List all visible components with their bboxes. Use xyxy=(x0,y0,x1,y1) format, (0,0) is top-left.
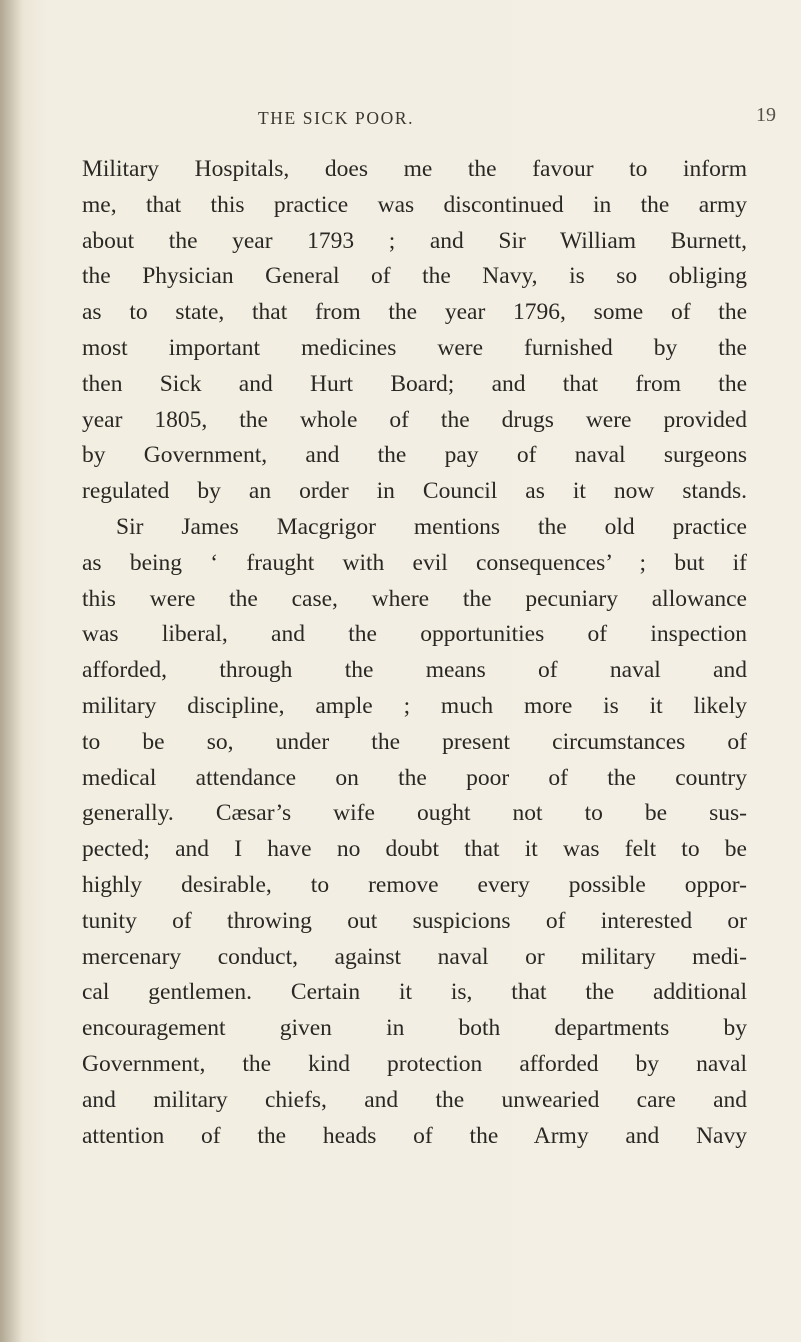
text-line: tunity of throwing out suspicions of interested or xyxy=(82,907,747,934)
text-line: and military chiefs, and the unwearied care and xyxy=(82,1086,747,1113)
text-line: military discipline, ample ; much more is it likely xyxy=(82,692,747,719)
text-line: generally. Cæsar’s wife ought not to be sus- xyxy=(82,800,747,827)
text-line: cal gentlemen. Certain it is, that the additional xyxy=(82,979,747,1006)
text-line: medical attendance on the poor of the country xyxy=(82,764,747,791)
text-line: me, that this practice was discontinued in the army xyxy=(82,191,747,218)
text-line: Military Hospitals, does me the favour to inform xyxy=(82,156,747,182)
text-line: attention of the heads of the Army and Navy xyxy=(82,1122,747,1149)
text-line: as to state, that from the year 1796, some of the xyxy=(82,299,747,326)
text-line: this were the case, where the pecuniary allowance xyxy=(82,585,747,612)
text-line: as being ‘ fraught with evil consequences’ ; but if xyxy=(82,549,747,576)
text-line: pected; and I have no doubt that it was felt to be xyxy=(82,836,747,863)
text-line: afforded, through the means of naval and xyxy=(82,657,747,684)
text-line: Sir James Macgrigor mentions the old practice xyxy=(116,513,747,540)
text-line: Government, the kind protection afforded by naval xyxy=(82,1050,747,1077)
text-line: year 1805, the whole of the drugs were provided xyxy=(82,406,747,433)
gutter-shadow xyxy=(0,0,22,1342)
text-line: about the year 1793 ; and Sir William Burnett, xyxy=(82,227,747,254)
text-line: then Sick and Hurt Board; and that from the xyxy=(82,370,747,397)
text-line: to be so, under the present circumstances of xyxy=(82,728,747,755)
text-line: regulated by an order in Council as it now stands. xyxy=(82,478,747,505)
text-line: by Government, and the pay of naval surgeons xyxy=(82,442,747,469)
text-line: the Physician General of the Navy, is so obliging xyxy=(82,263,747,290)
body-text xyxy=(82,152,747,1154)
running-title: THE SICK POOR. xyxy=(258,108,415,128)
text-line: encouragement given in both departments by xyxy=(82,1015,747,1042)
page-number: 19 xyxy=(756,104,776,126)
text-line: most important medicines were furnished by the xyxy=(82,334,747,361)
running-head xyxy=(0,104,801,138)
text-line: was liberal, and the opportunities of inspection xyxy=(82,621,747,648)
text-line: highly desirable, to remove every possible oppor- xyxy=(82,871,747,898)
text-line: mercenary conduct, against naval or military medi- xyxy=(82,943,747,970)
